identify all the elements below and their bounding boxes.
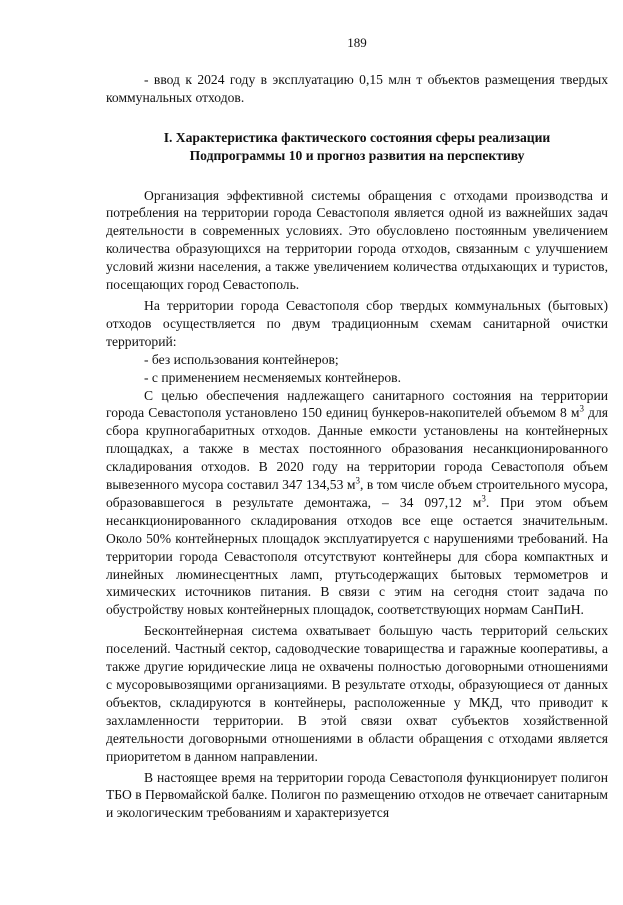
section-heading-line-2: Подпрограммы 10 и прогноз развития на перспективу [189, 147, 525, 163]
intro-paragraph: - ввод к 2024 году в эксплуатацию 0,15 млн т объектов размещения твердых коммунальных отходов. [106, 71, 608, 105]
document-page [106, 34, 608, 822]
paragraph-3-part-4: . При этом объем несанкционированного складирования отходов все еще остается значительным. Около 50% контейнерных площадок эксплуатируется с нарушениями требований. На территории города Севастополя отсутствуют контейнеры для сбора компактных и линейных люминесцентных ламп, ртутьсодержащих бытовых термометров и химических источников питания. В связи с этим на сегодня стоит задача по обустройству новых контейнерных площадок, соответствующих нормам СанПиН. [106, 494, 608, 618]
paragraph-1: Организация эффективной системы обращения с отходами производства и потребления на территории города Севастополя является одной из важнейших задач деятельности в современных условиях. Это обусловлено постоянным увеличением количества образующихся на территории города отходов, связанным с улучшением условий жизни населения, а также увеличением количества отдыхающих и туристов, посещающих город Севастополь. [106, 187, 608, 293]
list-item-1: - без использования контейнеров; [144, 351, 339, 367]
page-number: 189 [347, 35, 367, 50]
paragraph-3-part-1: С целью обеспечения надлежащего санитарного состояния на территории города Севастополя установлено 150 единиц бункеров-накопителей объемом 8 м [106, 387, 608, 421]
superscript-cubic-3: 3 [481, 493, 486, 504]
section-heading-line-1: I. Характеристика фактического состояния сферы реализации [163, 129, 551, 145]
paragraph-3-part-2: для сбора крупногабаритных отходов. Данные емкости установлены на контейнерных площадках, а также в местах постоянного образования несанкционированного складирования отходов. В 2020 году на территории города Севастополя объем вывезенного мусора составил 347 134,53 м [106, 405, 608, 493]
superscript-cubic-1: 3 [579, 403, 584, 414]
paragraph-4: Бесконтейнерная система охватывает большую часть территорий сельских поселений. Частный сектор, садоводческие товарищества и гаражные кооперативы, а также другие юридические лица не охвачены полностью договорными отношениями с мусоровывозящими организациями. В результате отходы, образующиеся от данных объектов, складируются в контейнеры, расположенные у МКД, что приводит к захламленности территории. В этой связи охват субъектов хозяйственной деятельности договорными отношениями в области обращения с отходами является приоритетом в данном направлении. [106, 623, 608, 764]
paragraph-2: На территории города Севастополя сбор твердых коммунальных (бытовых) отходов осуществляется по двум традиционным схемам санитарной очистки территорий: [106, 297, 608, 349]
list-item-2: - с применением несменяемых контейнеров. [144, 369, 401, 385]
section-heading [106, 129, 608, 165]
paragraph-3 [106, 387, 608, 620]
superscript-cubic-2: 3 [355, 475, 360, 486]
paragraph-3-part-3: , в том числе объем строительного мусора, образовавшегося в результате демонтажа, – 34 097,12 м [106, 477, 608, 510]
paragraph-5: В настоящее время на территории города Севастополя функционирует полигон ТБО в Первомайской балке. Полигон по размещению отходов не отвечает санитарным и экологическим требованиям и характеризуется [106, 769, 608, 821]
